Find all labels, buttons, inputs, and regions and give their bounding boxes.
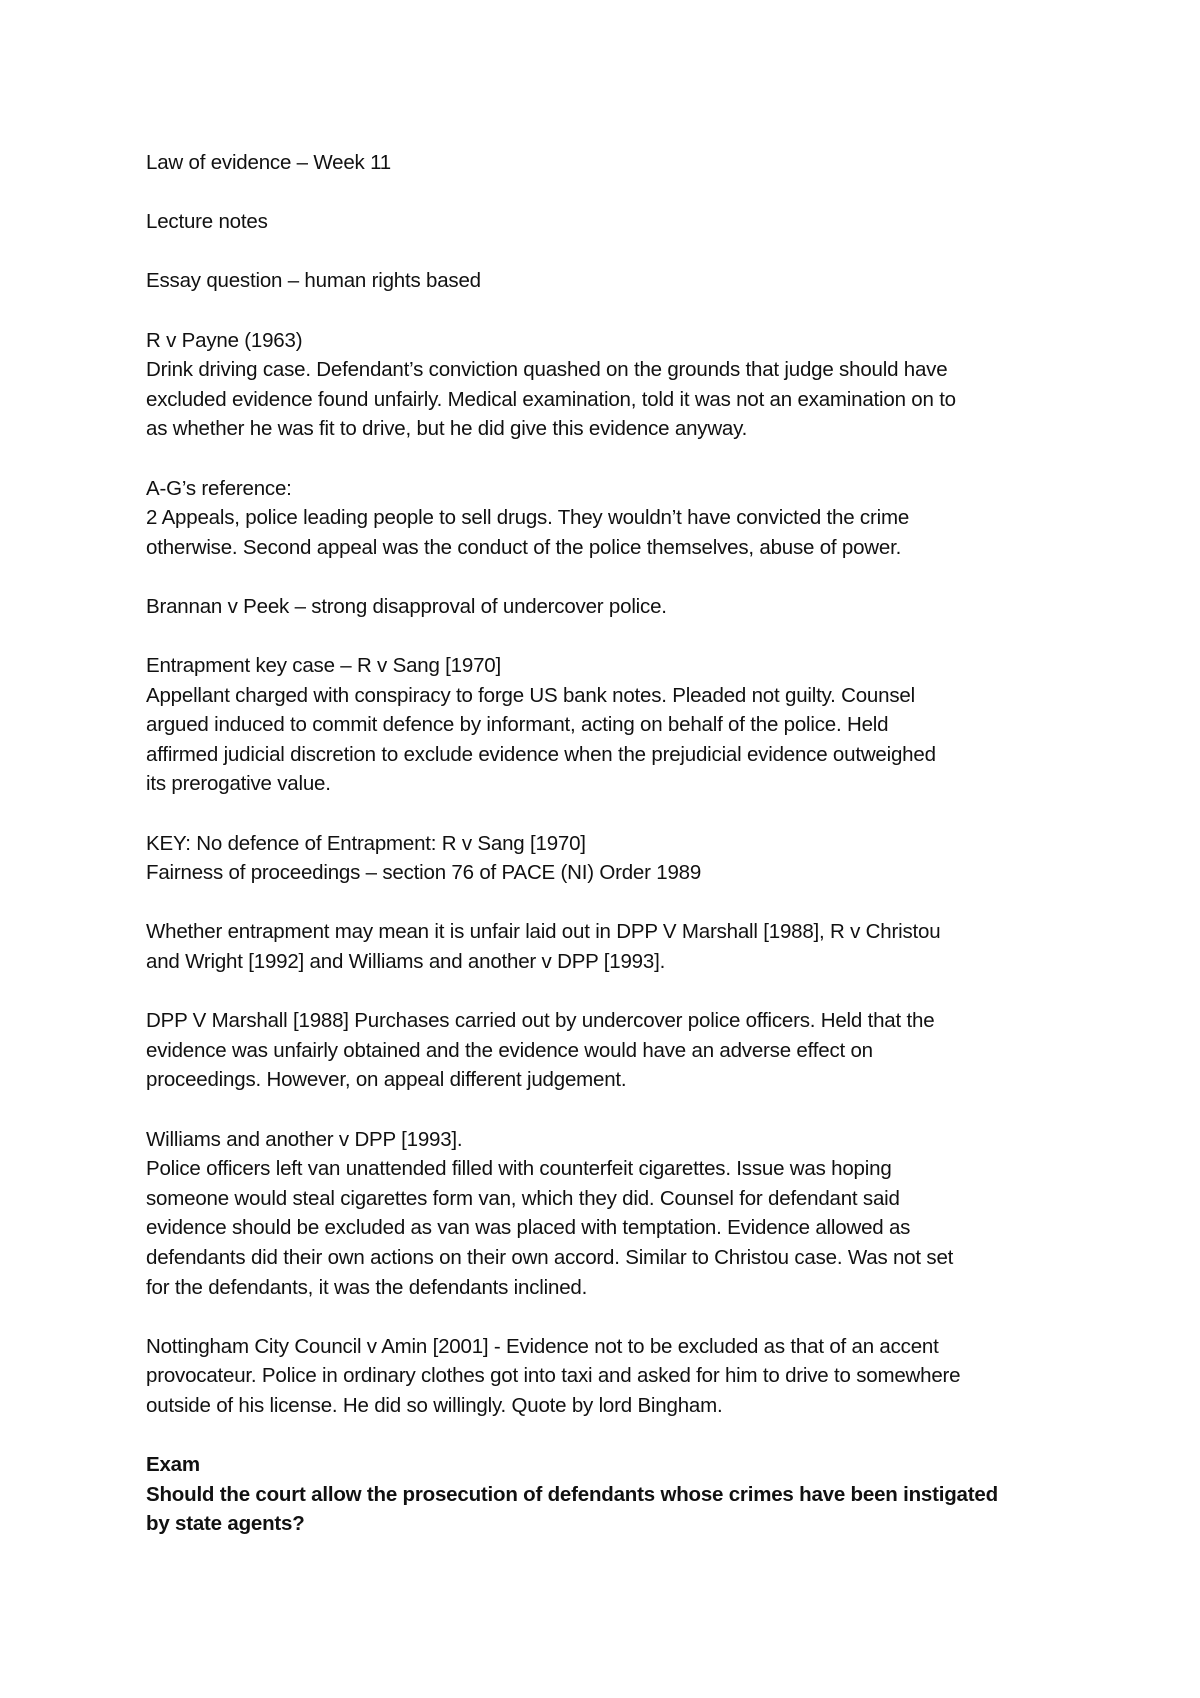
section-line: evidence was unfairly obtained and the evidence would have an adverse effect on — [146, 1038, 873, 1062]
document-title: Law of evidence – Week 11 — [146, 151, 391, 174]
section-heading: Nottingham City Council v Amin [2001] - Evidence not to be excluded as that of an accent — [146, 1334, 939, 1358]
section-line: for the defendants, it was the defendants inclined. — [146, 1275, 588, 1299]
section-line: provocateur. Police in ordinary clothes got into taxi and asked for him to drive to somewhere — [146, 1364, 961, 1388]
section-heading: Brannan v Peek – strong disapproval of undercover police. — [146, 594, 667, 618]
section-line: Fairness of proceedings – section 76 of PACE (NI) Order 1989 — [146, 861, 702, 885]
section-line: 2 Appeals, police leading people to sell drugs. They wouldn’t have convicted the crime — [146, 506, 910, 530]
section-heading: Whether entrapment may mean it is unfair laid out in DPP V Marshall [1988], R v Christou — [146, 920, 941, 944]
section-line: proceedings. However, on appeal different judgement. — [146, 1068, 627, 1092]
section-r-v-payne — [146, 326, 1076, 444]
section-line: Appellant charged with conspiracy to forge US bank notes. Pleaded not guilty. Counsel — [146, 683, 915, 707]
section-line: its prerogative value. — [146, 772, 331, 796]
exam-question-line: Should the court allow the prosecution of defendants whose crimes have been instigated — [146, 1482, 998, 1506]
section-line: argued induced to commit defence by informant, acting on behalf of the police. Held — [146, 713, 889, 737]
section-line: Drink driving case. Defendant’s conviction quashed on the grounds that judge should have — [146, 358, 948, 382]
section-r-v-sang — [146, 651, 1076, 799]
section-brannan-v-peek — [146, 592, 1076, 622]
section-heading: DPP V Marshall [1988] Purchases carried out by undercover police officers. Held that the — [146, 1009, 935, 1033]
exam-heading: Exam — [146, 1453, 200, 1477]
section-heading: A-G’s reference: — [146, 476, 292, 500]
exam-section — [146, 1450, 1076, 1539]
section-ag-reference — [146, 474, 1076, 563]
section-williams-v-dpp — [146, 1125, 1076, 1303]
section-heading: Entrapment key case – R v Sang [1970] — [146, 654, 501, 678]
essay-question: Essay question – human rights based — [146, 269, 481, 293]
section-heading: R v Payne (1963) — [146, 328, 303, 352]
section-line: Police officers left van unattended filled with counterfeit cigarettes. Issue was hoping — [146, 1157, 892, 1181]
section-heading: Williams and another v DPP [1993]. — [146, 1127, 463, 1151]
section-whether-entrapment — [146, 917, 1076, 976]
document-subtitle: Lecture notes — [146, 210, 268, 234]
section-line: as whether he was fit to drive, but he did give this evidence anyway. — [146, 417, 748, 441]
section-line: and Wright [1992] and Williams and another v DPP [1993]. — [146, 950, 666, 974]
exam-question-line: by state agents? — [146, 1512, 305, 1536]
section-line: affirmed judicial discretion to exclude evidence when the prejudicial evidence outweighed — [146, 742, 936, 766]
section-key-entrapment — [146, 829, 1076, 888]
section-heading: KEY: No defence of Entrapment: R v Sang [1970] — [146, 831, 586, 855]
document-content — [146, 148, 1076, 1569]
section-dpp-v-marshall — [146, 1006, 1076, 1095]
section-line: outside of his license. He did so willingly. Quote by lord Bingham. — [146, 1393, 723, 1417]
section-line: defendants did their own actions on their own accord. Similar to Christou case. Was not set — [146, 1245, 954, 1269]
section-line: someone would steal cigarettes form van, which they did. Counsel for defendant said — [146, 1186, 900, 1210]
section-line: otherwise. Second appeal was the conduct of the police themselves, abuse of power. — [146, 535, 902, 559]
section-line: evidence should be excluded as van was placed with temptation. Evidence allowed as — [146, 1216, 911, 1240]
section-line: excluded evidence found unfairly. Medical examination, told it was not an examination on to — [146, 387, 956, 411]
section-nottingham-v-amin — [146, 1332, 1076, 1421]
